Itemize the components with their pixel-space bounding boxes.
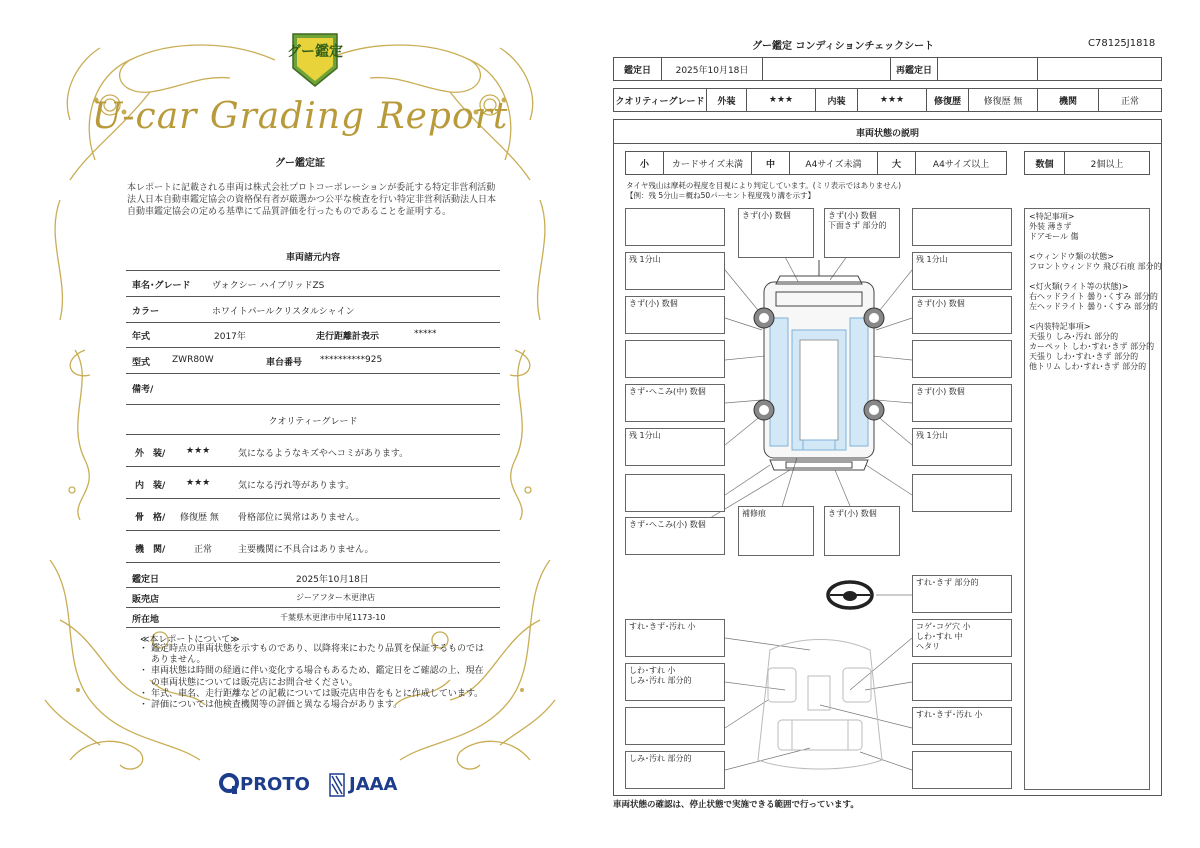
exterior-box-bottom-2 [738,506,814,556]
date-label: 鑑定日 [614,58,662,80]
exterior-box-right-5 [912,428,1012,466]
grade-engine-value: 正常 [194,545,213,555]
year-value: 2017年 [214,332,246,342]
exterior-box-right-6 [912,474,1012,512]
grade-frame-comment: 骨格部位に異常はありません。 [238,513,365,523]
remarks-line: 天張り しわ･すれ･きず 部分的 [1029,352,1139,361]
grade-frame-value: 修復歴 無 [180,513,219,523]
grade-interior-comment: 気になる汚れ等があります。 [238,481,355,491]
remarks-line: 他トリム しわ･すれ･きず 部分的 [1029,362,1147,371]
exterior-box-right-1 [912,252,1012,290]
exterior-note: きず(小) 数個 [742,211,791,220]
interior-box-right-4 [912,751,1012,789]
medium-label: 中 [752,152,790,174]
grade-exterior-value: ★★★ [186,446,211,456]
notes-title: ≪本レポートについて≫ [140,635,240,645]
sheet-repair-label: 修復歴 [927,89,969,111]
sheet-repair-value: 修復歴 無 [969,89,1038,111]
shop-value: ジーアフター木更津店 [296,593,376,602]
remarks-line: 右ヘッドライト 曇り･くすみ 部分的 [1029,292,1158,301]
appraisal-date-label: 鑑定日 [132,575,160,585]
report-title-script: U-car Grading Report [91,96,509,137]
grade-exterior-comment: 気になるようなキズやヘコミがあります。 [238,449,409,459]
sheet-interior-value: ★★★ [858,89,927,111]
steering-wheel-icon [828,582,872,608]
sheet-title: グー鑑定 コンディションチェックシート [752,41,935,52]
interior-box-left-4 [625,751,725,789]
tire-note-2: 【例：残 5分山＝概ね50パーセント程度残り溝を示す】 [626,191,816,200]
interior-box-steering [912,575,1012,613]
mileage-label: 走行距離計表示 [316,332,380,342]
grade-exterior-label: 外 装/ [135,449,166,459]
sheet-exterior-label: 外装 [707,89,747,111]
interior-note: すれ･きず･汚れ 小 [629,622,696,631]
remarks-line: 外装 薄きず [1029,222,1072,231]
exterior-note: きず･へこみ(中) 数個 [629,387,706,396]
exterior-box-left-1 [625,252,725,290]
exterior-note: 補修痕 [742,509,766,518]
exterior-note: きず(小) 数個 [828,509,877,518]
tire-note-1: タイヤ残山は摩耗の程度を目視により判定しています。(ミリ表示ではありません) [626,181,902,190]
exterior-box-left-6 [625,474,725,512]
name-value: ヴォクシー ハイブリッドZS [212,281,325,291]
sheet-id: C78125J1818 [1088,38,1156,49]
address-label: 所在地 [132,615,160,625]
grade-interior-value: ★★★ [186,478,211,488]
appraisal-date-value: 2025年10月18日 [296,575,369,585]
exterior-note: きず(小) 数個 [629,299,678,308]
exterior-note: 残 1分山 [916,255,948,264]
interior-note: コゲ･コゲ穴 小 [916,622,971,631]
grade-engine-comment: 主要機関に不具合はありません。 [238,545,374,555]
interior-note: すれ･きず 部分的 [916,578,979,587]
chassis-value: **********925 [320,355,383,365]
exterior-note: 下面きず 部分的 [828,221,887,230]
small-label: 小 [626,152,664,174]
exterior-box-left-2 [625,296,725,334]
remarks-line: 天張り しみ･汚れ 部分的 [1029,332,1119,341]
name-label: 車名･グレード [132,281,191,291]
interior-box-left-1 [625,619,725,657]
note-item: ・ 車両状態は時間の経過に伴い変化する場合もあるため、鑑定日をご確認の上、現在の車両状態については販売店にお問合せください。 [140,666,490,688]
special-remarks-panel [1024,208,1162,790]
interior-box-right-2 [912,663,1012,701]
interior-note: しみ･汚れ 部分的 [629,754,692,763]
remarks-line: カーペット しわ･すれ･きず 部分的 [1029,342,1155,351]
grade-engine-label: 機 関/ [135,545,166,555]
interior-box-right-3 [912,707,1012,745]
remarks-section-title: <内装特記事項> [1029,322,1091,331]
exterior-box-bottom-3 [824,506,900,556]
interior-note: しわ･すれ 小 [629,666,676,675]
exterior-box-left-3 [625,340,725,378]
exterior-note: きず(小) 数個 [828,211,877,220]
interior-diagram [758,640,882,770]
exterior-note: 残 1分山 [916,431,948,440]
count-label: 数個 [1025,152,1065,174]
exterior-note: きず･へこみ(小) 数個 [629,520,706,529]
note-item: ・ 評価については他検査機関等の評価と異なる場合があります。 [140,700,490,711]
certificate-intro-text: 本レポートに記載される車両は株式会社プロトコーポレーションが委託する特定非営利活動法人日本自動車鑑定協会の資格保有者が厳選かつ公平な検査を行い特定非営利活動法人日本自動車鑑定協会の定める基準にて品質評価を行ったものであることを証明する。 [127,183,497,217]
exterior-note: 残 1分山 [629,431,661,440]
count-value: 2個以上 [1090,159,1124,170]
grade-heading: クオリティーグレード [268,417,358,427]
color-value: ホワイトパールクリスタルシャイン [212,307,355,317]
grade-frame-label: 骨 格/ [135,513,166,523]
shop-label: 販売店 [132,595,160,605]
exterior-note: 残 1分山 [629,255,661,264]
interior-note: ヘタリ [916,642,940,651]
interior-note: すれ･きず･汚れ 小 [916,710,983,719]
proto-logo-text: PROTO [240,774,310,795]
address-value: 千葉県木更津市中尾1173-10 [280,613,386,622]
jaaa-logo-text: JAAA [349,774,398,795]
mileage-value: ***** [414,329,437,339]
note-item: ・ 鑑定時点の車両状態を示すものであり、以降将来にわたり品質を保証するものではありません。 [140,644,490,666]
condition-heading: 車両状態の説明 [855,129,919,139]
remarks-section-title: <灯火類(ライト等の状態)> [1029,282,1129,291]
sheet-footer-note: 車両状態の確認は、停止状態で実施できる範囲で行っています。 [613,800,859,810]
chassis-label: 車台番号 [266,358,303,368]
exterior-box-top-2 [738,208,814,258]
large-value: A4サイズ以上 [932,159,990,170]
sheet-exterior-value: ★★★ [747,89,816,111]
exterior-box-left-5 [625,428,725,466]
exterior-box-right-2 [912,296,1012,334]
spec-heading: 車両諸元内容 [285,253,340,263]
certificate-heading: グー鑑定証 [275,158,325,169]
remarks-section-title: <特記事項> [1029,212,1075,221]
model-label: 型式 [132,358,151,368]
sheet-interior-label: 内装 [816,89,858,111]
date-value: 2025年10月18日 [662,58,763,80]
badge-text: グー鑑定 [287,44,343,60]
color-label: カラー [132,307,160,317]
exterior-box-bottom-1 [625,517,725,555]
exterior-box-right-3 [912,340,1012,378]
exterior-box-top-1 [625,208,725,246]
medium-value: A4サイズ未満 [790,152,878,174]
grade-row-label: クオリティーグレード [614,89,707,111]
large-label: 大 [878,152,916,174]
exterior-box-left-4 [625,384,725,422]
interior-note: しわ･すれ 中 [916,632,963,641]
small-value: カードサイズ未満 [664,152,752,174]
exterior-box-right-4 [912,384,1012,422]
exterior-box-top-3 [824,208,900,258]
sheet-engine-label: 機関 [1038,89,1099,111]
model-value: ZWR80W [172,355,214,365]
remarks-line: ドアモール 傷 [1029,232,1079,241]
exterior-box-top-4 [912,208,1012,246]
remarks-line: フロントウィンドウ 飛び石痕 部分的 [1029,262,1162,271]
remarks-line: 左ヘッドライト 曇り･くすみ 部分的 [1029,302,1158,311]
remarks-section-title: <ウィンドウ類の状態> [1029,252,1114,261]
grade-interior-label: 内 装/ [135,481,166,491]
interior-box-left-3 [625,707,725,745]
interior-box-right-1 [912,619,1012,657]
interior-box-left-2 [625,663,725,701]
exterior-note: きず(小) 数個 [916,387,965,396]
sheet-engine-value: 正常 [1120,96,1139,107]
exterior-note: きず(小) 数個 [916,299,965,308]
note-item: ・ 年式、車名、走行距離などの記載については販売店申告をもとに作成しています。 [140,689,490,700]
reinspect-label: 再鑑定日 [891,58,938,80]
remarks-label: 備考/ [132,385,154,395]
interior-note: しみ･汚れ 部分的 [629,676,692,685]
year-label: 年式 [132,332,151,342]
